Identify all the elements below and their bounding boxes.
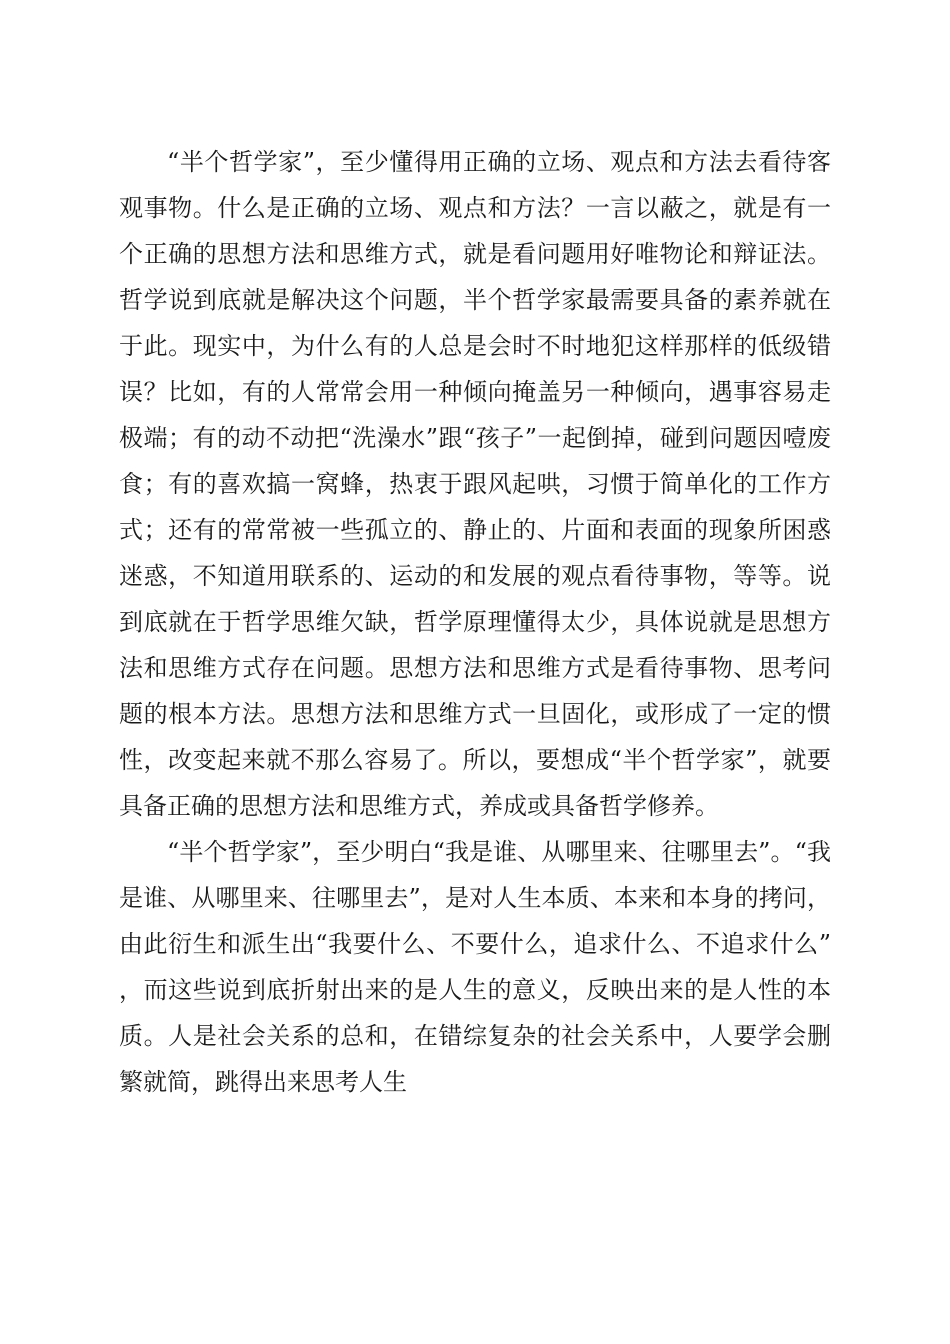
body-text xyxy=(119,139,831,1105)
paragraph-half-philosopher-method: “半个哲学家”，至少懂得用正确的立场、观点和方法去看待客观事物。什么是正确的立场、观点和方法？一言以蔽之，就是有一个正确的思想方法和思维方式，就是看问题用好唯物论和辩证法。哲学说到底就是解决这个问题，半个哲学家最需要具备的素养就在于此。现实中，为什么有的人总是会时不时地犯这样那样的低级错误？比如，有的人常常会用一种倾向掩盖另一种倾向，遇事容易走极端；有的动不动把“洗澡水”跟“孩子”一起倒掉，碰到问题因噎废食；有的喜欢搞一窝蜂，热衷于跟风起哄，习惯于简单化的工作方式；还有的常常被一些孤立的、静止的、片面和表面的现象所困惑迷惑，不知道用联系的、运动的和发展的观点看待事物，等等。说到底就在于哲学思维欠缺，哲学原理懂得太少，具体说就是思想方法和思维方式存在问题。思想方法和思维方式是看待事物、思考问题的根本方法。思想方法和思维方式一旦固化，或形成了一定的惯性，改变起来就不那么容易了。所以，要想成“半个哲学家”，就要具备正确的思想方法和思维方式，养成或具备哲学修养。 xyxy=(119,148,831,820)
paragraph-half-philosopher-identity: “半个哲学家”，至少明白“我是谁、从哪里来、往哪里去”。“我是谁、从哪里来、往哪里去”，是对人生本质、本来和本身的拷问，由此衍生和派生出“我要什么、不要什么，追求什么、不追求什么”，而这些说到底折射出来的是人生的意义，反映出来的是人性的本质。人是社会关系的总和，在错综复杂的社会关系中，人要学会删繁就简，跳得出来思考人生 xyxy=(119,838,831,1096)
